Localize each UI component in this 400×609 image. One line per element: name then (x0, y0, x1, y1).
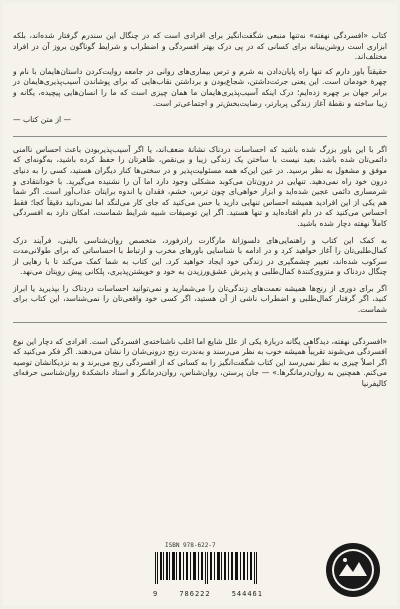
paragraph-1: کتاب «افسردگی نهفته» نه‌تنها منبعی شگفت‌انگیز برای افرادی است که در چنگال این سندرم گرفتار شده‌اند، بلکه ابزاری است روشن‌بینانه برای کسانی که در پی درک بهتر افسردگی و اضطراب و شرایط گوناگون بروز آن در افراد مختلف‌اند. (13, 31, 387, 62)
barcode (153, 542, 263, 598)
barcode-digit-prefix: 9 (153, 590, 159, 598)
barcode-icon (153, 552, 263, 584)
publisher-logo-icon (325, 542, 381, 598)
barcode-digits (153, 590, 263, 598)
divider-line-2 (13, 322, 387, 323)
paragraph-2: حقیقتاً باور دارم که تنها راه پایان‌دادن به شرم و ترس بیماری‌های روانی در جامعه روایت‌کردن داستان‌هایمان با نام و چهرهٔ خودمان است. این یعنی جرئت‌داشتن، شجاع‌بودن و برداشتن نقاب‌هایی که برای پوشاندن آسیب‌پذیری‌هایمان در برابر جهان بر چهره زده‌ایم؛ درک اینکه آسیب‌پذیری‌هایمان ما همان چیزی است که ما را انسان‌هایی پیچیده، یگانه و زیبا ساخته و نقطهٔ آغاز زندگی پربارتر، رضایت‌بخش‌تر و اجتماعی‌تر است. (13, 66, 387, 108)
publisher-logo (325, 542, 381, 598)
excerpt-signature: — از متن کتاب — (13, 115, 72, 125)
review-quote: «افسردگی نهفته، دیدگاهی یگانه دربارهٔ یکی از علل شایع اما اغلب ناشناخته‌ی افسردگی است. افرادی که دچار این نوع افسردگی می‌شوند تقریباً همیشه خوب به نظر می‌رسند و به‌ندرت رنج درونی‌شان را نشان می‌دهند. اگر فکر می‌کنید که اگر اصلاً چیزی به نظر نمی‌رسد این کتاب شگفت‌انگیز را به کسانی که از افسردگی رنج می‌برند و به نزدیکانشان توصیه می‌کنم. همچنین به روان‌درمانگرها.» — جان پرستن، روان‌شناس، روان‌درمانگر و استاد دانشکدهٔ روان‌شناسی حرفه‌ای کالیفرنیا (13, 336, 387, 389)
divider-line (13, 136, 387, 137)
cover-text-area (13, 31, 387, 536)
paragraph-5: اگر برای دوری از رنج‌ها همیشه نعمت‌های زندگی‌تان را می‌شمارید و نمی‌توانید احساسات دردناک را بپذیرید یا ابراز کنید، اگر گرفتار کمال‌طلبی و اضطراب ناشی از آن هستید، اگر کسی خود واقعی‌تان را نمی‌شناسد، این کتاب برای شماست. (13, 283, 387, 315)
bottom-area (3, 536, 397, 606)
isbn-label: ISBN 978-622-7 (165, 542, 216, 549)
barcode-digit-group-1: 786222 (179, 590, 211, 598)
barcode-digit-group-2: 544461 (231, 590, 263, 598)
paragraph-4: به کمک این کتاب و راهنمایی‌های دلسوزانهٔ مارگارت رادرفورد، متخصص روان‌شناسی بالینی، فرآیند درک کمال‌طلبی‌تان را آغاز خواهید کرد و در ادامه با شناسایی باورهای مخرب و ارتباط با احساساتی که برای طولانی‌مدت سرکوب شده‌اند، تغییر چشمگیری در زندگی خود ایجاد خواهید کرد. این کتاب به شما کمک می‌کند تا با رهایی از چنگال دردناک و منزوی‌کنندهٔ کمال‌طلبی و پذیرش عشق‌ورزیدن به خود و خویشتن‌پذیری، پلکانی پیش رویتان می‌نهد. (13, 235, 387, 277)
paragraph-3: اگر با این باور بزرگ شده باشید که احساسات دردناک نشانهٔ ضعف‌اند، یا اگر آسیب‌پذیربودن باعث احساس ناامنی دائمی‌تان شده باشد، بعید نیست با ساختن یک زندگی زیبا و بی‌نقص، ظاهرتان را حفظ کرده باشید، به‌گونه‌ای که موفق و مشغول به نظر برسید. در عین این‌که همه مسئولیت‌پذیر و در سختی‌ها کنار دیگران هستید، کسی را به دنیای درون خود راه نمی‌دهید. تنهایی در درون‌تان می‌کوبد مشکلی وجود دارد اما آن را نشنیده می‌گیرید. با خودانتقادی و شرمساری دائمی عجین شده‌اید و ابزار خواهی‌ای چون ترس، خشم، فقدان یا اندوه برایتان عذاب‌آور است. اگر شما هم یکی از این افرادید همیشه احساس تنهایی دارید یا حس می‌کنید که جای کار می‌لنگد اما نمی‌دانید دقیقاً کجا؛ فقط احساس می‌کنید که در دام افتاده‌اید و تنها هستید. اگر این توصیفات شبیه شرایط شماست، امکان دارد به افسردگی کاملاً نهفته دچار شده باشید. (13, 144, 387, 228)
